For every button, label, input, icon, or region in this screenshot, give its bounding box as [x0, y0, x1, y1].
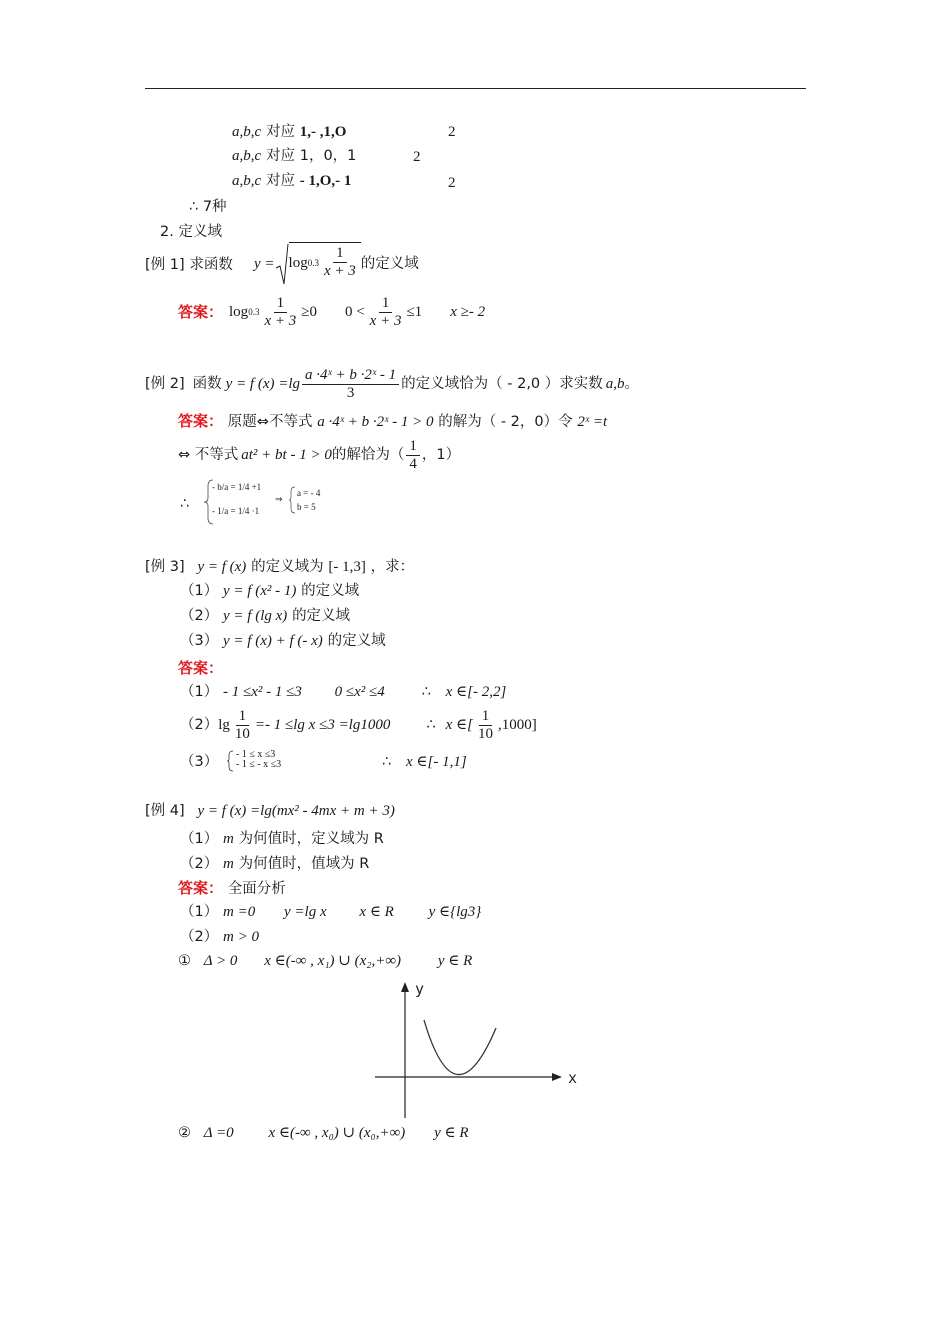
system-line-1: - b/a = 1/4 +1 [212, 482, 262, 492]
row-vars: a,b,c [232, 173, 262, 189]
example-4 [145, 800, 395, 821]
example-label: [例 1] [145, 257, 185, 273]
statement-end: ，求： [370, 559, 415, 575]
answer-tail: 的解恰为（ [331, 447, 405, 463]
answer-label: 答案： [178, 659, 224, 677]
answer-math: a ·4ˣ + b ·2ˣ - 1 > 0 [317, 414, 434, 430]
answer-number: （3） [180, 754, 219, 770]
numerator: 1 [236, 708, 250, 726]
case-domain: x ∈(-∞ , x₁) ∪ (x₂,+∞) [264, 953, 402, 969]
question-text: 为何值时，定义域为 R [238, 831, 384, 847]
row-1-count: 2 [448, 124, 456, 140]
statement-math: y = f (x) [197, 559, 247, 575]
fraction [261, 295, 299, 330]
numerator: a ·4ˣ + b ·2ˣ - 1 [302, 367, 399, 385]
question-number: （1） [180, 583, 219, 599]
example-2 [145, 362, 639, 406]
system-line-2: - 1/a = 1/4 ·1 [212, 506, 260, 516]
case-range: y ∈ R [437, 953, 473, 969]
row-1 [232, 121, 346, 142]
log-base: 0.3 [248, 307, 260, 317]
system-line-2: - 1 ≤ - x ≤3 [236, 759, 282, 770]
answer-number: （2） [180, 929, 219, 945]
answer-result: x ∈[- 1,1] [406, 754, 467, 770]
row-values: - 1,O,- 1 [299, 173, 352, 189]
answer-part-d: y ∈{lg3} [428, 904, 482, 920]
lg-text: lg [218, 717, 230, 733]
therefore-symbol: ∴ [421, 684, 431, 700]
answer-result-end: ,1000] [497, 717, 537, 733]
row-3-count: 2 [448, 175, 456, 191]
answer-part-a: m > 0 [223, 929, 259, 945]
question-number: （2） [180, 608, 219, 624]
answer-number: （2） [180, 717, 219, 733]
example-label: [例 2] [145, 376, 185, 392]
case-2 [178, 1122, 469, 1143]
answer-part-c: x ∈ R [359, 904, 394, 920]
answer-label: 答案： [178, 879, 224, 897]
fraction [302, 367, 399, 402]
fraction [232, 708, 253, 743]
x-axis-arrow-icon [552, 1073, 562, 1081]
question-text: 的定义域 [292, 608, 351, 624]
answer-part-b: y =lg x [284, 904, 327, 920]
system-brace [226, 750, 234, 772]
answer-result: x ∈[- 2,2] [445, 684, 507, 700]
section-title: 2. 定义域 [160, 224, 222, 240]
example-1-answer [178, 290, 485, 334]
question-math: y = f (x² - 1) [223, 583, 297, 599]
example-3 [145, 556, 414, 577]
answer-3-3 [180, 751, 218, 772]
case-1 [178, 950, 472, 971]
row-vars: a,b,c [232, 148, 262, 164]
formula-lhs: y = [254, 256, 275, 272]
question-3 [180, 630, 386, 651]
row-values: 1，0，1 [299, 148, 357, 164]
answer-number: （1） [180, 684, 219, 700]
answer-final: x ≥- 2 [450, 304, 486, 320]
log-text: log [229, 304, 249, 320]
row-vars: a,b,c [232, 124, 262, 140]
question-2 [180, 605, 350, 626]
answer-part-a: m =0 [223, 904, 256, 920]
case-condition: Δ > 0 [203, 953, 238, 969]
question-1 [180, 828, 384, 849]
numerator: 1 [406, 438, 420, 456]
result-a: a = - 4 [297, 488, 321, 498]
question-text: 的定义域 [301, 583, 360, 599]
fraction [321, 245, 359, 280]
answer-4-2 [180, 926, 259, 947]
answer-4-1 [180, 901, 481, 922]
answer-label: 答案： [178, 303, 224, 321]
period: 。 [624, 376, 640, 392]
numerator: 1 [333, 245, 347, 263]
case-number: ① [178, 953, 191, 969]
question-math: y = f (x) + f (- x) [223, 633, 323, 649]
parabola-curve [424, 1020, 496, 1075]
question-text: 的定义域 [327, 633, 386, 649]
fraction [406, 438, 420, 473]
statement-text: 的定义域为 [251, 559, 324, 575]
denominator: x + 3 [323, 263, 356, 279]
answer-text: 全面分析 [227, 881, 286, 897]
answer-text: ⇔ 不等式 [178, 447, 239, 463]
row-text: 对应 [265, 173, 295, 189]
system-line-1: - 1 ≤ x ≤3 [236, 749, 276, 760]
denominator: 3 [346, 384, 355, 401]
log-text: log [288, 254, 308, 271]
statement-math: y = f (x) =lg(mx² - 4mx + m + 3) [197, 803, 395, 819]
system-arrow: ⇒ [275, 494, 283, 504]
formula-lhs: y = f (x) =lg [225, 376, 301, 392]
answer-tail: 的解为（ - 2，0）令 [438, 414, 573, 430]
case-number: ② [178, 1125, 191, 1141]
therefore-symbol: ∴ [382, 754, 392, 770]
answer-mid: =- 1 ≤lg x ≤3 =lg1000 [254, 717, 391, 733]
example-1 [145, 254, 233, 275]
statement-interval: [- 1,3] [328, 559, 366, 575]
denominator: 10 [477, 725, 493, 742]
question-var: m [223, 856, 234, 872]
answer-result-start: x ∈[ [445, 717, 473, 733]
question-text: 为何值时，值域为 R [238, 856, 370, 872]
question-2 [180, 853, 369, 874]
example-1-formula [254, 242, 419, 286]
answer-part-a: - 1 ≤x² - 1 ≤3 [223, 684, 302, 700]
example-2-answer-1 [178, 411, 607, 432]
question-number: （2） [180, 856, 219, 872]
row-2 [232, 145, 356, 166]
example-suffix: 的定义域 [360, 256, 419, 272]
answer-ge: ≥0 [301, 304, 317, 320]
question-var: m [223, 831, 234, 847]
therefore-symbol: ∴ [426, 717, 436, 733]
row-2-count: 2 [413, 149, 421, 165]
example-2-answer-2 [178, 433, 460, 477]
row-text: 对应 [265, 148, 295, 164]
answer-mid-right: ≤1 [406, 304, 423, 320]
row-3 [232, 170, 351, 191]
y-axis-label: y [415, 980, 425, 998]
question-math: y = f (lg x) [223, 608, 288, 624]
example-label: [例 4] [145, 803, 185, 819]
x-axis-label: x [568, 1069, 578, 1087]
row-values: 1,- ,1,O [299, 124, 347, 140]
example-suffix: 的定义域恰为（ - 2,0 ）求实数 [401, 376, 603, 392]
example-4-answer [178, 878, 286, 899]
question-number: （3） [180, 633, 219, 649]
row-text: 对应 [265, 124, 295, 140]
case-range: y ∈ R [434, 1125, 469, 1141]
question-number: （1） [180, 831, 219, 847]
y-axis-arrow-icon [401, 982, 409, 992]
denominator: 4 [409, 455, 417, 472]
log-base: 0.3 [307, 257, 319, 268]
sqrt-body [289, 242, 361, 280]
case-condition: Δ =0 [203, 1125, 234, 1141]
therefore-count: ∴ 7种 [189, 199, 227, 215]
denominator: x + 3 [264, 312, 297, 329]
fraction [475, 708, 496, 743]
numerator: 1 [274, 295, 288, 313]
parabola-graph [370, 980, 585, 1120]
numerator: 1 [379, 295, 393, 313]
answer-3-2 [180, 703, 537, 747]
therefore-symbol: ∴ [180, 496, 190, 512]
sqrt-sign [275, 242, 289, 286]
question-1 [180, 580, 359, 601]
answer-label: 答案： [178, 412, 224, 430]
answer-number: （1） [180, 904, 219, 920]
answer-3-1 [180, 681, 506, 702]
denominator: 10 [234, 725, 250, 742]
header-rule [145, 88, 806, 89]
example-prefix: 求函数 [189, 257, 233, 273]
case-domain: x ∈(-∞ , x₀) ∪ (x₀,+∞) [268, 1125, 406, 1141]
answer-mid-left: 0 < [344, 304, 365, 320]
denominator: x + 3 [369, 312, 402, 329]
example-prefix: 函数 [192, 376, 222, 392]
fraction [367, 295, 405, 330]
vars-ab: a,b [605, 376, 625, 392]
example-label: [例 3] [145, 559, 185, 575]
answer-text: 原题⇔不等式 [227, 414, 313, 430]
numerator: 1 [479, 708, 493, 726]
result-b: b = 5 [297, 502, 316, 512]
answer-math: at² + bt - 1 > 0 [241, 447, 332, 463]
answer-part-b: 0 ≤x² ≤4 [334, 684, 385, 700]
answer-end: ，1） [421, 447, 461, 463]
substitution: 2ˣ =t [577, 414, 608, 430]
result-brace [288, 486, 296, 514]
answer-3-3-result [382, 751, 467, 772]
